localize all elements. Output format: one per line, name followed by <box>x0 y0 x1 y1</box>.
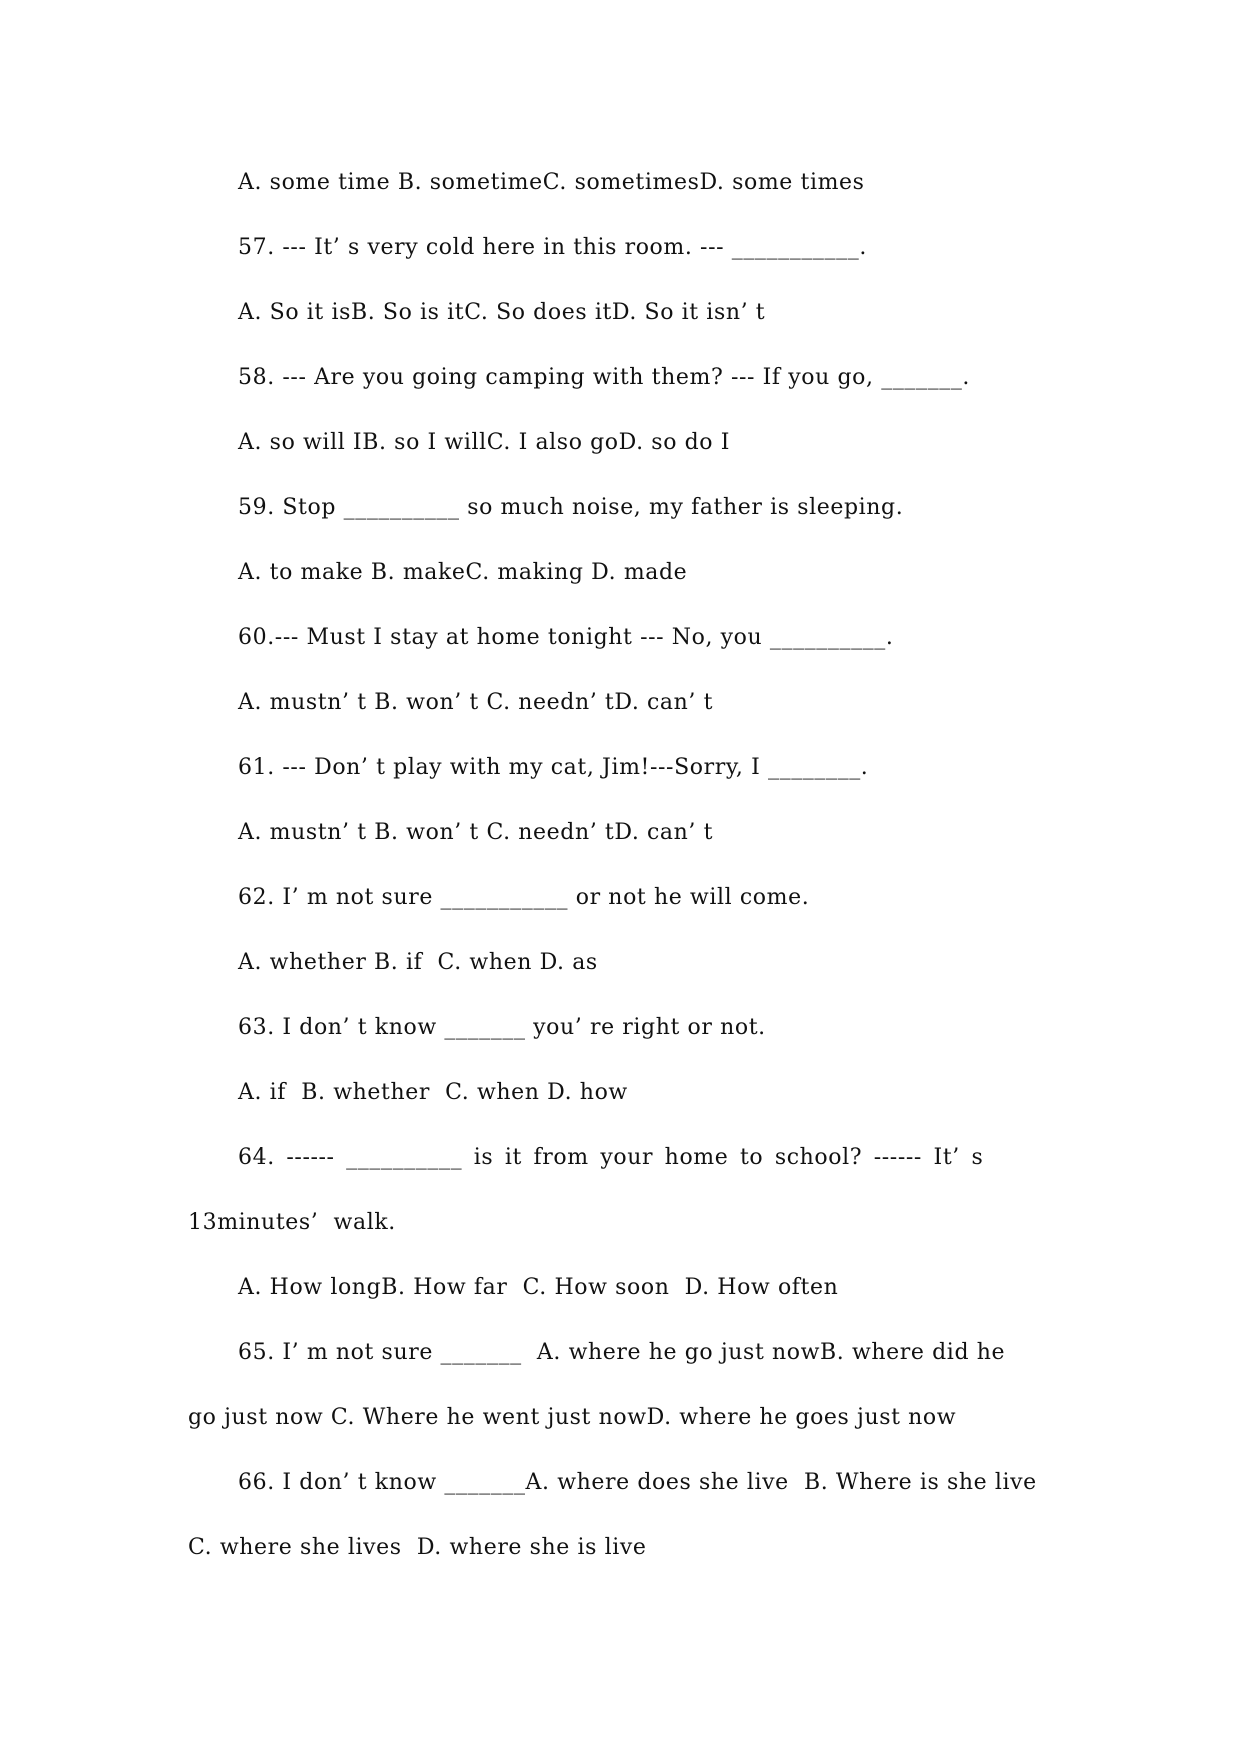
question-65-continued: go just now C. Where he went just nowD. where he goes just now <box>188 1405 957 1430</box>
answer-options-62: A. whether B. if C. when D. as <box>238 950 598 975</box>
question-60: 60.--- Must I stay at home tonight --- No, you __________. <box>238 625 894 650</box>
question-57: 57. --- It’ s very cold here in this room. --- ___________. <box>238 235 867 260</box>
question-64-continued: 13minutes’ walk. <box>188 1210 396 1235</box>
answer-options-61: A. mustn’ t B. won’ t C. needn’ tD. can’ t <box>238 820 714 845</box>
answer-options-58: A. so will IB. so I willC. I also goD. so do I <box>238 430 731 455</box>
question-61: 61. --- Don’ t play with my cat, Jim!---Sorry, I ________. <box>238 755 869 780</box>
question-64: 64. ------ __________ is it from your home to school? ------ It’ s <box>238 1145 984 1170</box>
answer-options-59: A. to make B. makeC. making D. made <box>238 560 688 585</box>
answer-options-64: A. How longB. How far C. How soon D. How often <box>238 1275 839 1300</box>
question-62: 62. I’ m not sure ___________ or not he will come. <box>238 885 810 910</box>
answer-options-56: A. some time B. sometimeC. sometimesD. some times <box>238 170 865 195</box>
question-66: 66. I don’ t know _______A. where does she live B. Where is she live <box>238 1470 1037 1495</box>
question-59: 59. Stop __________ so much noise, my father is sleeping. <box>238 495 904 520</box>
answer-options-63: A. if B. whether C. when D. how <box>238 1080 628 1105</box>
question-66-continued: C. where she lives D. where she is live <box>188 1535 647 1560</box>
question-65: 65. I’ m not sure _______ A. where he go just nowB. where did he <box>238 1340 1006 1365</box>
question-58: 58. --- Are you going camping with them? --- If you go, _______. <box>238 365 971 390</box>
question-63: 63. I don’ t know _______ you’ re right or not. <box>238 1015 766 1040</box>
answer-options-57: A. So it isB. So is itC. So does itD. So it isn’ t <box>238 300 766 325</box>
answer-options-60: A. mustn’ t B. won’ t C. needn’ tD. can’ t <box>238 690 714 715</box>
